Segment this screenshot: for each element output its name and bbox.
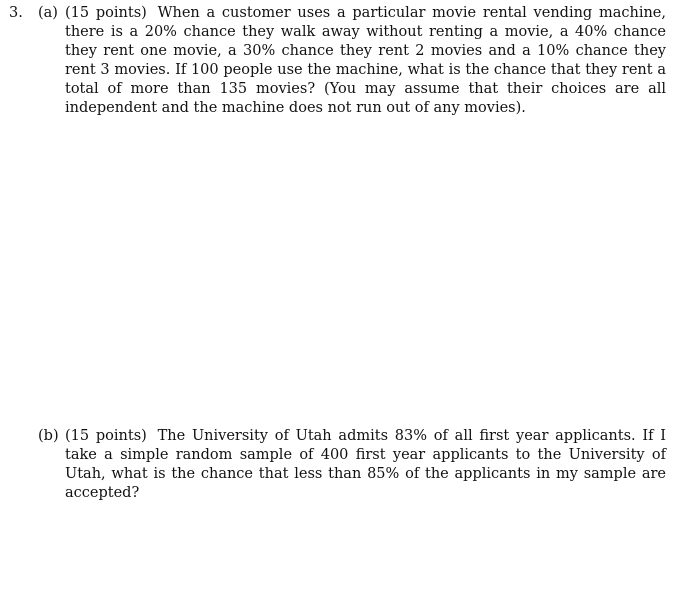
part-a-text-block bbox=[65, 4, 666, 118]
part-b-text-block bbox=[65, 427, 666, 503]
part-a-question: When a customer uses a particular movie rental vending machine, there is a 20% chance they walk away without renting a movie, a 40% chance they rent one movie, a 30% chance they rent 2 movies and a 10% chance they rent 3 movies. If 100 people use the machine, what is the chance that they rent a total of more than 135 movies? (You may assume that their choices are all independent and the machine does not run out of any movies). bbox=[65, 5, 666, 116]
problem-part-a bbox=[38, 4, 666, 118]
problem-part-b bbox=[38, 427, 666, 503]
part-b-label: (b) bbox=[38, 428, 59, 444]
part-a-points: (15 points) bbox=[65, 5, 147, 21]
problem-number: 3. bbox=[9, 5, 23, 21]
part-b-points: (15 points) bbox=[65, 428, 147, 444]
part-a-label: (a) bbox=[38, 5, 58, 21]
part-b-question: The University of Utah admits 83% of all first year applicants. If I take a simple random sample of 400 first year applicants to the University of Utah, what is the chance that less than 85% of the applicants in my sample are accepted? bbox=[65, 428, 667, 501]
